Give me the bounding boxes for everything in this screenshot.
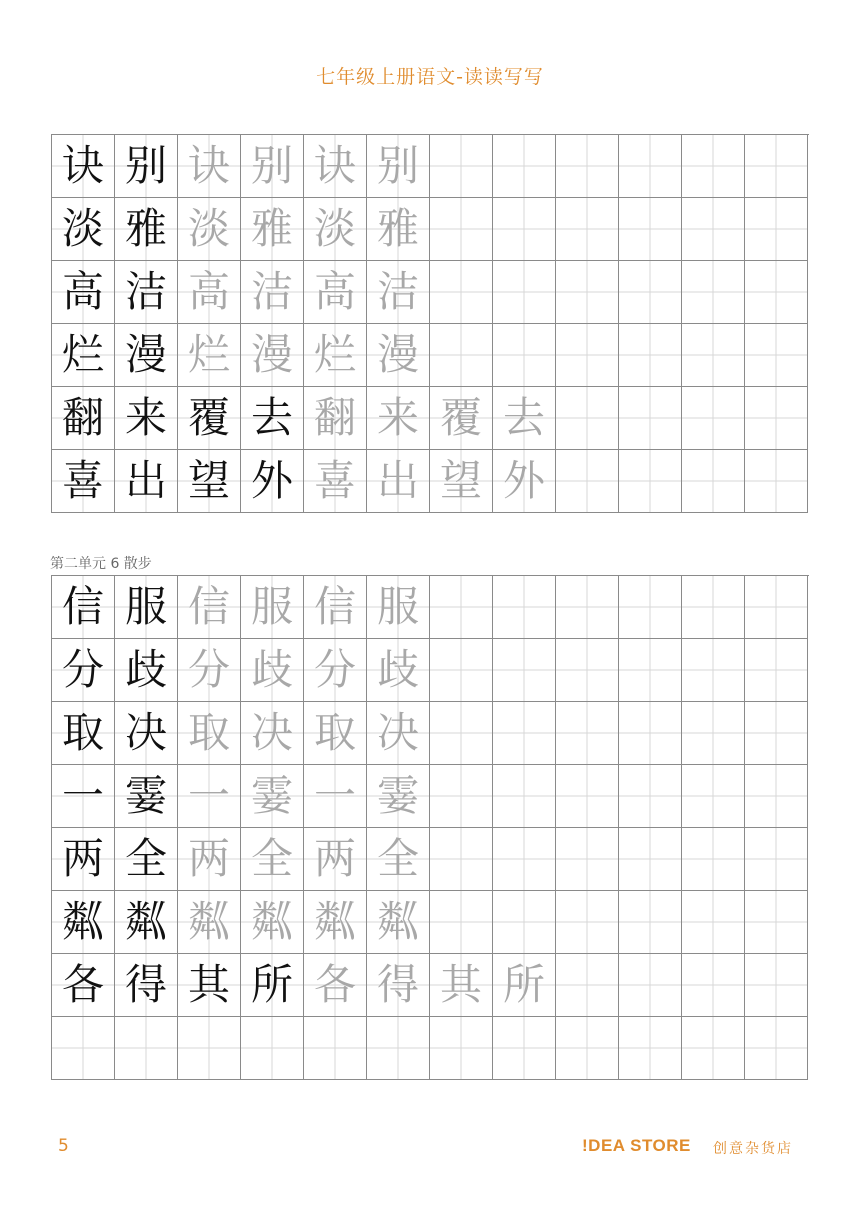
trace-character: 洁	[241, 261, 304, 324]
page-title: 七年级上册语文-读读写写	[316, 66, 544, 88]
trace-character: 得	[367, 954, 430, 1017]
empty-practice-cell	[619, 261, 682, 324]
empty-practice-cell	[619, 387, 682, 450]
empty-practice-cell	[430, 828, 493, 891]
empty-practice-cell	[556, 891, 619, 954]
empty-practice-cell	[52, 1017, 115, 1080]
brand-logo: !DEA STORE	[582, 1136, 691, 1155]
empty-practice-cell	[493, 765, 556, 828]
empty-practice-cell	[493, 828, 556, 891]
model-character: 望	[178, 450, 241, 513]
trace-character: 取	[304, 702, 367, 765]
empty-practice-cell	[619, 450, 682, 513]
empty-practice-cell	[556, 954, 619, 1017]
brand-name-cn: 创意杂货店	[713, 1141, 793, 1157]
empty-practice-cell	[682, 639, 745, 702]
model-character: 覆	[178, 387, 241, 450]
empty-practice-cell	[493, 576, 556, 639]
trace-character: 高	[304, 261, 367, 324]
empty-practice-cell	[304, 1017, 367, 1080]
empty-practice-cell	[493, 261, 556, 324]
empty-practice-cell	[745, 261, 808, 324]
empty-practice-cell	[745, 324, 808, 387]
practice-grid-unit-2	[51, 575, 809, 1080]
empty-practice-cell	[619, 1017, 682, 1080]
model-character: 霎	[115, 765, 178, 828]
trace-character: 粼	[178, 891, 241, 954]
trace-character: 粼	[367, 891, 430, 954]
trace-character: 一	[304, 765, 367, 828]
empty-practice-cell	[619, 324, 682, 387]
trace-character: 信	[304, 576, 367, 639]
trace-character: 别	[367, 135, 430, 198]
empty-practice-cell	[682, 702, 745, 765]
empty-practice-cell	[493, 324, 556, 387]
model-character: 一	[52, 765, 115, 828]
model-character: 信	[52, 576, 115, 639]
trace-character: 出	[367, 450, 430, 513]
grid-row	[52, 261, 809, 324]
empty-practice-cell	[745, 1017, 808, 1080]
trace-character: 决	[241, 702, 304, 765]
grid-row	[52, 198, 809, 261]
trace-character: 诀	[178, 135, 241, 198]
empty-practice-cell	[745, 450, 808, 513]
empty-practice-cell	[430, 702, 493, 765]
trace-character: 决	[367, 702, 430, 765]
grid-row	[52, 387, 809, 450]
empty-practice-cell	[556, 261, 619, 324]
model-character: 喜	[52, 450, 115, 513]
empty-practice-cell	[556, 639, 619, 702]
empty-practice-cell	[745, 828, 808, 891]
trace-character: 去	[493, 387, 556, 450]
empty-practice-cell	[682, 1017, 745, 1080]
trace-character: 来	[367, 387, 430, 450]
empty-practice-cell	[556, 387, 619, 450]
empty-practice-cell	[619, 702, 682, 765]
trace-character: 雅	[367, 198, 430, 261]
trace-character: 洁	[367, 261, 430, 324]
empty-practice-cell	[619, 828, 682, 891]
model-character: 决	[115, 702, 178, 765]
trace-character: 服	[241, 576, 304, 639]
trace-character: 淡	[178, 198, 241, 261]
trace-character: 淡	[304, 198, 367, 261]
model-character: 出	[115, 450, 178, 513]
model-character: 诀	[52, 135, 115, 198]
empty-practice-cell	[619, 891, 682, 954]
empty-practice-cell	[745, 387, 808, 450]
trace-character: 服	[367, 576, 430, 639]
trace-character: 诀	[304, 135, 367, 198]
model-character: 所	[241, 954, 304, 1017]
empty-practice-cell	[682, 135, 745, 198]
empty-practice-cell	[682, 198, 745, 261]
trace-character: 其	[430, 954, 493, 1017]
practice-grid-unit-1	[51, 134, 809, 513]
empty-practice-cell	[430, 261, 493, 324]
trace-character: 别	[241, 135, 304, 198]
empty-practice-cell	[556, 765, 619, 828]
empty-practice-cell	[682, 954, 745, 1017]
trace-character: 烂	[178, 324, 241, 387]
model-character: 其	[178, 954, 241, 1017]
empty-practice-cell	[682, 261, 745, 324]
empty-practice-cell	[493, 702, 556, 765]
empty-practice-cell	[493, 135, 556, 198]
trace-character: 漫	[241, 324, 304, 387]
empty-practice-cell	[745, 702, 808, 765]
empty-practice-cell	[745, 576, 808, 639]
empty-practice-cell	[115, 1017, 178, 1080]
trace-character: 信	[178, 576, 241, 639]
grid-row	[52, 639, 809, 702]
model-character: 烂	[52, 324, 115, 387]
trace-character: 两	[304, 828, 367, 891]
model-character: 两	[52, 828, 115, 891]
empty-practice-cell	[493, 198, 556, 261]
empty-practice-cell	[619, 639, 682, 702]
trace-character: 分	[178, 639, 241, 702]
empty-practice-cell	[682, 450, 745, 513]
empty-practice-cell	[556, 450, 619, 513]
trace-character: 一	[178, 765, 241, 828]
empty-practice-cell	[682, 387, 745, 450]
empty-practice-cell	[745, 891, 808, 954]
empty-practice-cell	[556, 576, 619, 639]
trace-character: 全	[367, 828, 430, 891]
empty-practice-cell	[556, 135, 619, 198]
grid-row	[52, 450, 809, 513]
model-character: 雅	[115, 198, 178, 261]
model-character: 别	[115, 135, 178, 198]
model-character: 得	[115, 954, 178, 1017]
empty-practice-cell	[745, 198, 808, 261]
empty-practice-cell	[430, 576, 493, 639]
grid-row	[52, 954, 809, 1017]
trace-character: 所	[493, 954, 556, 1017]
empty-practice-cell	[241, 1017, 304, 1080]
trace-character: 全	[241, 828, 304, 891]
empty-practice-cell	[745, 639, 808, 702]
trace-character: 分	[304, 639, 367, 702]
model-character: 高	[52, 261, 115, 324]
model-character: 淡	[52, 198, 115, 261]
model-character: 歧	[115, 639, 178, 702]
trace-character: 烂	[304, 324, 367, 387]
empty-practice-cell	[430, 1017, 493, 1080]
empty-practice-cell	[430, 135, 493, 198]
empty-practice-cell	[367, 1017, 430, 1080]
trace-character: 各	[304, 954, 367, 1017]
model-character: 全	[115, 828, 178, 891]
empty-practice-cell	[430, 639, 493, 702]
section-label: 第二单元 6 散步	[50, 556, 152, 572]
empty-practice-cell	[619, 135, 682, 198]
trace-character: 覆	[430, 387, 493, 450]
empty-practice-cell	[430, 765, 493, 828]
model-character: 取	[52, 702, 115, 765]
empty-practice-cell	[619, 576, 682, 639]
empty-practice-cell	[493, 639, 556, 702]
empty-practice-cell	[556, 702, 619, 765]
model-character: 翻	[52, 387, 115, 450]
empty-practice-cell	[682, 828, 745, 891]
empty-practice-cell	[619, 765, 682, 828]
model-character: 漫	[115, 324, 178, 387]
trace-character: 外	[493, 450, 556, 513]
empty-practice-cell	[619, 954, 682, 1017]
empty-practice-cell	[619, 198, 682, 261]
trace-character: 歧	[241, 639, 304, 702]
empty-practice-cell	[682, 765, 745, 828]
trace-character: 喜	[304, 450, 367, 513]
empty-practice-cell	[682, 891, 745, 954]
page-number: 5	[58, 1136, 69, 1156]
trace-character: 两	[178, 828, 241, 891]
trace-character: 霎	[367, 765, 430, 828]
grid-row	[52, 828, 809, 891]
trace-character: 粼	[304, 891, 367, 954]
model-character: 来	[115, 387, 178, 450]
empty-practice-cell	[430, 891, 493, 954]
model-character: 分	[52, 639, 115, 702]
grid-row	[52, 702, 809, 765]
empty-practice-cell	[556, 828, 619, 891]
trace-character: 歧	[367, 639, 430, 702]
grid-row	[52, 135, 809, 198]
grid-row	[52, 576, 809, 639]
trace-character: 漫	[367, 324, 430, 387]
empty-practice-cell	[682, 324, 745, 387]
model-character: 粼	[52, 891, 115, 954]
empty-practice-cell	[493, 891, 556, 954]
trace-character: 霎	[241, 765, 304, 828]
grid-row	[52, 324, 809, 387]
empty-practice-cell	[745, 954, 808, 1017]
model-character: 服	[115, 576, 178, 639]
trace-character: 望	[430, 450, 493, 513]
model-character: 外	[241, 450, 304, 513]
model-character: 各	[52, 954, 115, 1017]
grid-row	[52, 765, 809, 828]
trace-character: 翻	[304, 387, 367, 450]
trace-character: 高	[178, 261, 241, 324]
empty-practice-cell	[430, 324, 493, 387]
empty-practice-cell	[430, 198, 493, 261]
empty-practice-cell	[682, 576, 745, 639]
trace-character: 取	[178, 702, 241, 765]
empty-practice-cell	[556, 324, 619, 387]
grid-row	[52, 891, 809, 954]
empty-practice-cell	[745, 765, 808, 828]
model-character: 洁	[115, 261, 178, 324]
trace-character: 粼	[241, 891, 304, 954]
grid-row	[52, 1017, 809, 1080]
empty-practice-cell	[493, 1017, 556, 1080]
empty-practice-cell	[178, 1017, 241, 1080]
trace-character: 雅	[241, 198, 304, 261]
empty-practice-cell	[556, 1017, 619, 1080]
model-character: 粼	[115, 891, 178, 954]
model-character: 去	[241, 387, 304, 450]
empty-practice-cell	[745, 135, 808, 198]
empty-practice-cell	[556, 198, 619, 261]
